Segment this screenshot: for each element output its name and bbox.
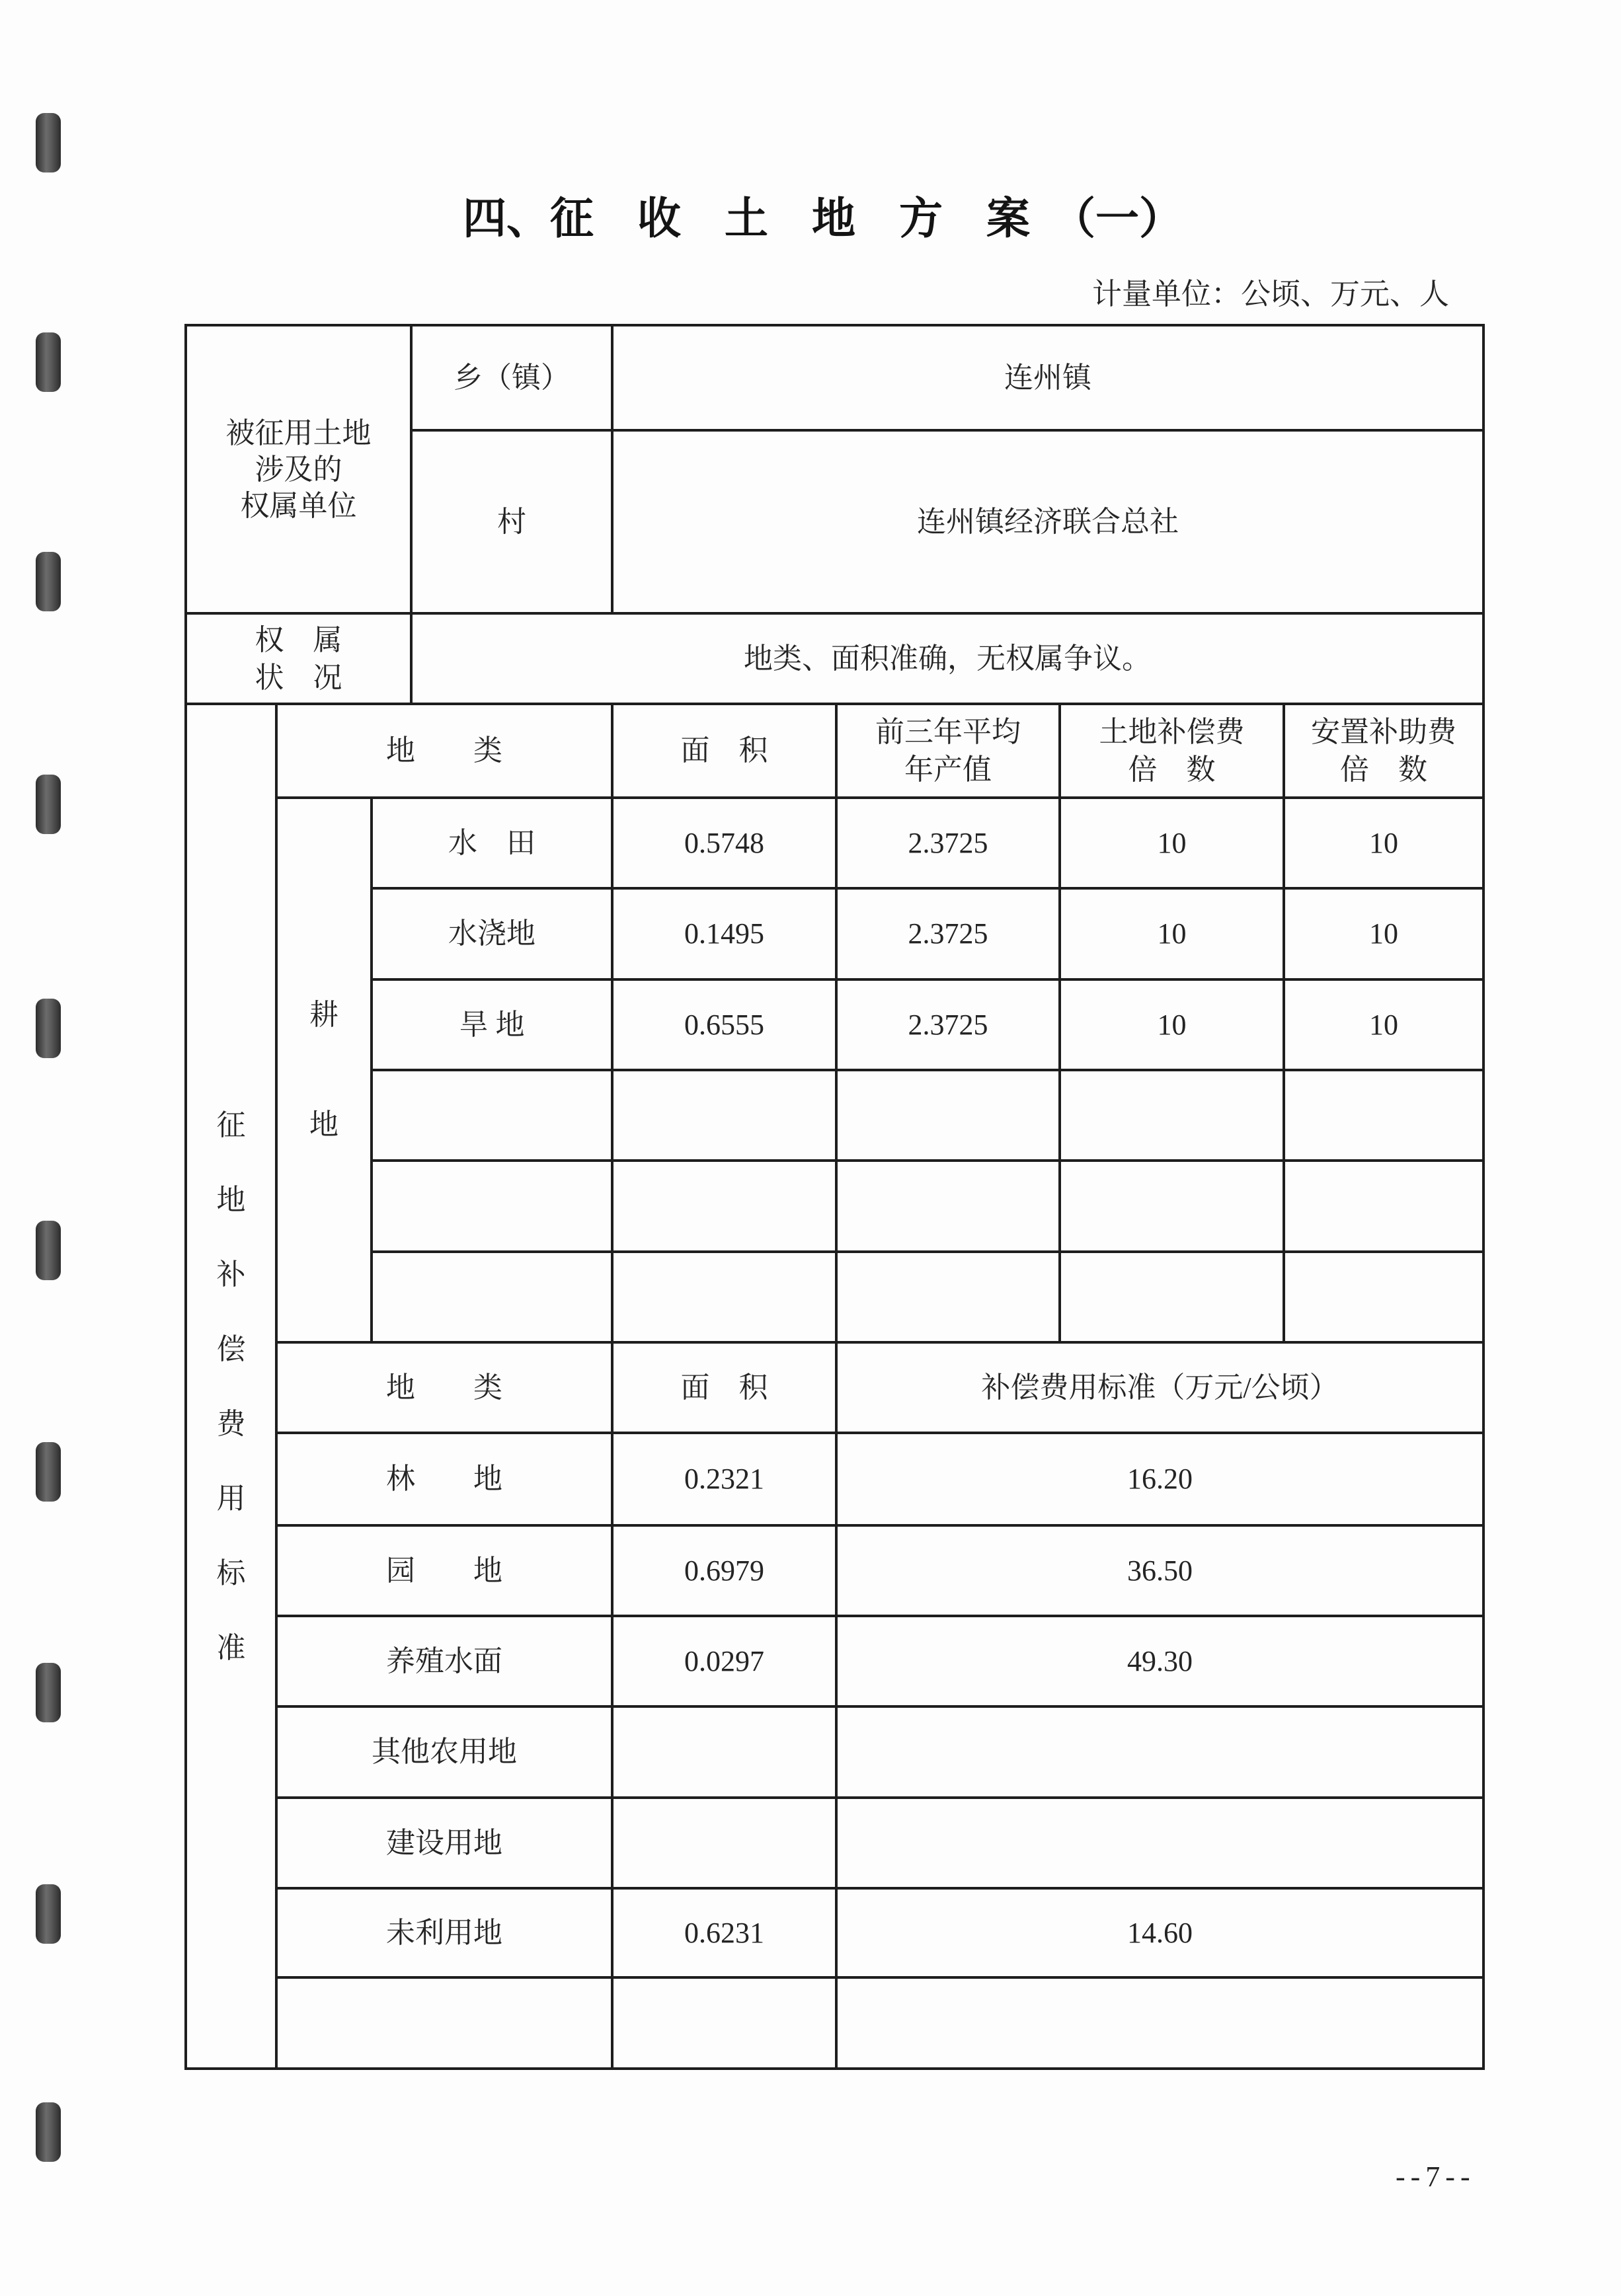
- resettle-multiple-cell: 10: [1284, 888, 1483, 979]
- header-resettle-multiple: [1284, 704, 1483, 798]
- empty-cell: [612, 1070, 836, 1161]
- empty-cell: [836, 1070, 1060, 1161]
- binder-hole: [36, 552, 61, 611]
- ownership-status-row: [186, 613, 1483, 704]
- area-cell: 0.0297: [612, 1616, 836, 1706]
- empty-row: [186, 1070, 1483, 1161]
- ownership-label-line: 权属单位: [240, 489, 357, 522]
- empty-row: [186, 1977, 1483, 2069]
- area-cell: [612, 1706, 836, 1798]
- ownership-status-label: [186, 613, 411, 704]
- avg-output-cell: 2.3725: [836, 798, 1060, 888]
- table-row: [186, 1706, 1483, 1798]
- unit-note: 计量单位：公顷、万元、人: [1092, 278, 1450, 311]
- empty-row: [186, 1252, 1483, 1342]
- header-area: 面 积: [612, 704, 836, 798]
- header-line: 倍 数: [1128, 753, 1216, 786]
- table-row: [186, 1433, 1483, 1525]
- empty-cell: [1060, 1070, 1284, 1161]
- table-row: [186, 1888, 1483, 1977]
- standard-cell: [836, 1798, 1483, 1888]
- header-line: 前三年平均: [875, 716, 1021, 748]
- empty-cell: [372, 1252, 612, 1342]
- township-row: [186, 325, 1483, 430]
- township-label: 乡（镇）: [411, 325, 612, 430]
- header-area: 面 积: [612, 1342, 836, 1433]
- land-type-cell: 养殖水面: [276, 1616, 612, 1706]
- avg-output-cell: 2.3725: [836, 888, 1060, 979]
- village-label: 村: [411, 430, 612, 613]
- resettle-multiple-cell: 10: [1284, 798, 1483, 888]
- empty-cell: [1060, 1252, 1284, 1342]
- binder-hole: [36, 1884, 61, 1944]
- header-standard: 补偿费用标准（万元/公顷）: [836, 1342, 1483, 1433]
- standard-cell: 16.20: [836, 1433, 1483, 1525]
- ownership-label-line: 涉及的: [255, 453, 342, 486]
- empty-cell: [836, 1252, 1060, 1342]
- area-cell: 0.6231: [612, 1888, 836, 1977]
- land-type-cell: 其他农用地: [276, 1706, 612, 1798]
- land-comp-multiple-cell: 10: [1060, 979, 1284, 1070]
- ownership-status-value: 地类、面积准确，无权属争议。: [411, 613, 1483, 704]
- land-type-cell: 建设用地: [276, 1798, 612, 1888]
- empty-cell: [612, 1161, 836, 1252]
- standard-cell: 36.50: [836, 1525, 1483, 1616]
- empty-cell: [836, 1161, 1060, 1252]
- ownership-unit-label: [186, 325, 411, 613]
- area-cell: 0.5748: [612, 798, 836, 888]
- table-row: [186, 1616, 1483, 1706]
- empty-cell: [1284, 1070, 1483, 1161]
- table-row: [186, 1525, 1483, 1616]
- ownership-label-line: 被征用土地: [225, 416, 372, 449]
- status-label-line: 状 况: [255, 661, 342, 694]
- table-row: [186, 888, 1483, 979]
- land-type-cell: 未利用地: [276, 1888, 612, 1977]
- empty-cell: [612, 1252, 836, 1342]
- binder-hole: [36, 113, 61, 172]
- resettle-multiple-cell: 10: [1284, 979, 1483, 1070]
- cultivated-group-text: 耕地: [309, 999, 338, 1141]
- area-cell: 0.6979: [612, 1525, 836, 1616]
- standard-cell: 49.30: [836, 1616, 1483, 1706]
- land-acquisition-table: [184, 324, 1485, 2070]
- cultivated-group-label: [276, 798, 372, 1342]
- empty-cell: [836, 1977, 1483, 2069]
- status-label-line: 权 属: [255, 623, 342, 656]
- binder-hole: [36, 2102, 61, 2162]
- land-comp-multiple-cell: 10: [1060, 798, 1284, 888]
- header-land-comp-multiple: [1060, 704, 1284, 798]
- land-type-cell: 水 田: [372, 798, 612, 888]
- binder-hole: [36, 332, 61, 392]
- binder-hole: [36, 1442, 61, 1502]
- other-land-header-row: [186, 1342, 1483, 1433]
- empty-cell: [1060, 1161, 1284, 1252]
- table-row: [186, 798, 1483, 888]
- empty-cell: [276, 1977, 612, 2069]
- area-cell: 0.2321: [612, 1433, 836, 1525]
- header-avg-output: [836, 704, 1060, 798]
- village-value: 连州镇经济联合总社: [612, 430, 1483, 613]
- area-cell: 0.6555: [612, 979, 836, 1070]
- page-number: --7--: [1396, 2161, 1476, 2193]
- area-cell: 0.1495: [612, 888, 836, 979]
- empty-cell: [372, 1161, 612, 1252]
- header-line: 倍 数: [1340, 753, 1428, 786]
- empty-cell: [372, 1070, 612, 1161]
- header-land-type: 地 类: [276, 704, 612, 798]
- binder-hole: [36, 999, 61, 1058]
- standard-cell: [836, 1706, 1483, 1798]
- binder-hole: [36, 1663, 61, 1722]
- compensation-section-label: [186, 704, 276, 2069]
- header-line: 安置补助费: [1311, 716, 1457, 748]
- area-cell: [612, 1798, 836, 1888]
- standard-cell: 14.60: [836, 1888, 1483, 1977]
- land-comp-multiple-cell: 10: [1060, 888, 1284, 979]
- township-value: 连州镇: [612, 325, 1483, 430]
- land-type-cell: 园 地: [276, 1525, 612, 1616]
- land-type-cell: 林 地: [276, 1433, 612, 1525]
- page-title: 四、征 收 土 地 方 案 （一）: [463, 193, 1183, 244]
- empty-cell: [1284, 1252, 1483, 1342]
- empty-cell: [612, 1977, 836, 2069]
- cultivated-header-row: [186, 704, 1483, 798]
- header-line: 年产值: [904, 753, 992, 786]
- land-type-cell: 旱 地: [372, 979, 612, 1070]
- empty-row: [186, 1161, 1483, 1252]
- header-land-type: 地 类: [276, 1342, 612, 1433]
- table-row: [186, 979, 1483, 1070]
- avg-output-cell: 2.3725: [836, 979, 1060, 1070]
- compensation-section-text: 征地补偿费用标准: [216, 1108, 246, 1664]
- binder-hole: [36, 775, 61, 834]
- land-type-cell: 水浇地: [372, 888, 612, 979]
- empty-cell: [1284, 1161, 1483, 1252]
- table-row: [186, 1798, 1483, 1888]
- binder-hole: [36, 1221, 61, 1280]
- header-line: 土地补偿费: [1099, 716, 1245, 748]
